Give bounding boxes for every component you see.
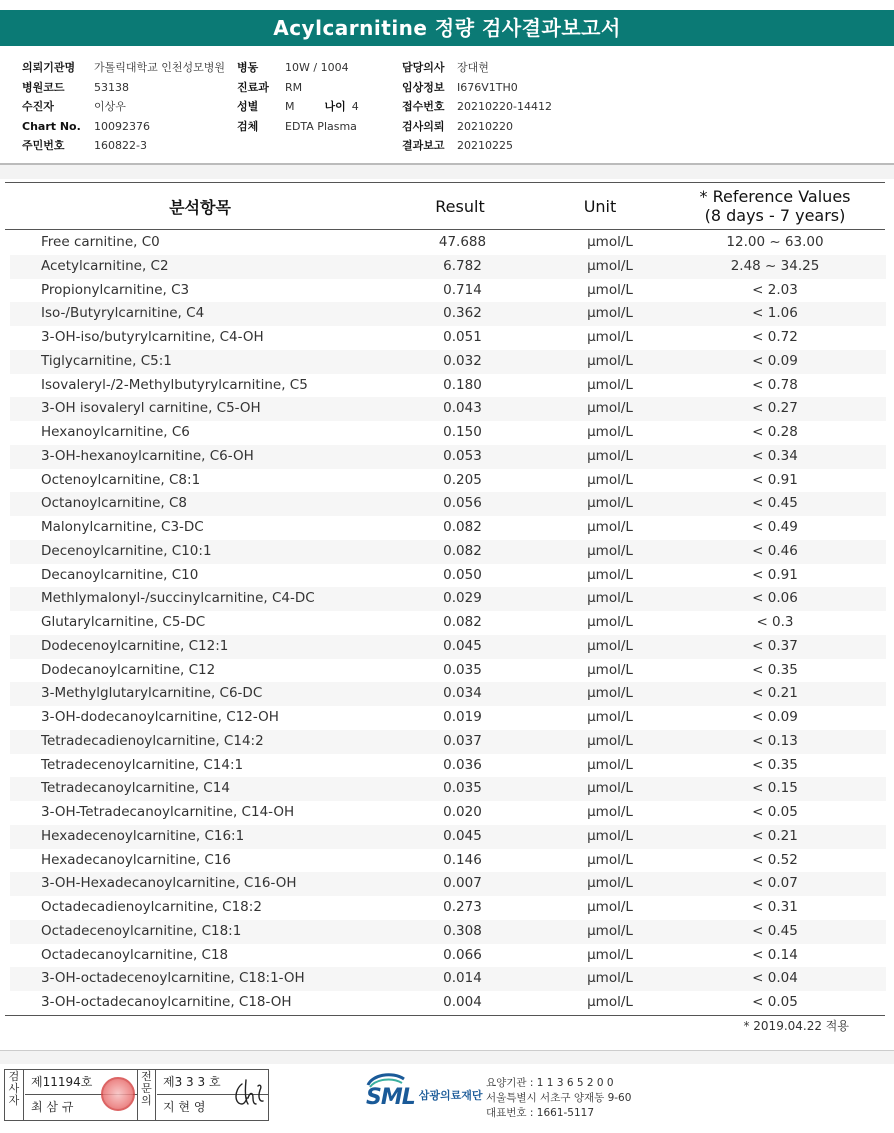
info-label: 주민번호 [22,139,65,152]
result-cell: 0.362 [443,305,482,322]
reference-cell: < 0.72 [752,329,798,345]
info-row [237,78,359,98]
table-row [10,801,886,825]
result-cell: 0.029 [443,590,482,607]
unit-cell: µmol/L [587,566,633,583]
analyte-cell: Malonylcarnitine, C3-DC [41,519,204,535]
result-cell: 0.020 [443,804,482,820]
result-cell: 0.273 [443,899,482,915]
table-row [10,754,886,778]
analyte-cell: Methlymalonyl-/succinylcarnitine, C4-DC [41,590,315,607]
reference-cell: 12.00 ~ 63.00 [726,234,824,250]
info-label: 병동 [237,61,259,74]
reference-cell: < 0.05 [752,804,798,820]
info-value: 가톨릭대학교 인천성모병원 [94,61,226,74]
info-label: Chart No. [22,119,81,133]
info-row [237,58,359,78]
analyte-cell: Tiglycarnitine, C5:1 [41,352,172,369]
result-cell: 0.066 [443,946,482,963]
analyte-cell: Decanoylcarnitine, C10 [41,566,199,583]
analyte-cell: Octadecanoylcarnitine, C18 [41,946,229,963]
analyte-cell: Octadecadienoylcarnitine, C18:2 [41,899,262,915]
reference-cell: < 0.28 [752,424,798,440]
table-row [10,920,886,944]
unit-cell: µmol/L [587,804,633,820]
result-cell: 0.037 [443,732,482,749]
result-cell: 0.014 [443,970,482,987]
table-row [10,564,886,588]
table-row [10,279,886,303]
reference-cell: < 0.06 [752,590,798,607]
unit-cell: µmol/L [587,329,633,345]
result-cell: 47.688 [438,234,487,250]
reference-cell: < 0.21 [752,685,798,702]
analyte-cell: Dodecanoylcarnitine, C12 [41,661,216,678]
result-cell: 0.051 [443,329,482,345]
info-label: 결과보고 [402,139,445,152]
reference-header-line2: (8 days - 7 years) [704,206,846,225]
table-row [10,682,886,706]
analyte-cell: 3-OH-Tetradecanoylcarnitine, C14-OH [41,804,295,820]
reference-cell: < 0.27 [752,400,798,417]
info-row [402,97,552,117]
info-value: 이상우 [94,100,126,113]
unit-cell: µmol/L [587,447,633,464]
analyte-cell: Hexanoylcarnitine, C6 [41,424,190,440]
sml-logo [366,1079,483,1110]
column-header-reference [660,183,890,229]
analyte-cell: Glutarylcarnitine, C5-DC [41,614,206,630]
unit-cell: µmol/L [587,305,633,322]
unit-cell: µmol/L [587,471,633,488]
result-cell: 0.035 [443,780,482,797]
result-cell: 0.050 [443,566,482,583]
info-row [22,97,225,117]
info-column-3 [402,58,552,156]
info-label: 검체 [237,119,259,133]
analyte-cell: 3-OH isovaleryl carnitine, C5-OH [41,400,261,417]
info-value: 10092376 [94,119,150,133]
info-row [402,117,552,137]
result-cell: 0.082 [443,614,482,630]
reference-cell: 2.48 ~ 34.25 [730,257,820,274]
tester-label: 검 사 자 [5,1070,24,1120]
unit-cell: µmol/L [587,352,633,369]
table-row [10,635,886,659]
unit-cell: µmol/L [587,376,633,393]
reference-cell: < 0.45 [752,922,798,939]
analyte-cell: 3-OH-octadecenoylcarnitine, C18:1-OH [41,970,305,987]
info-value: EDTA Plasma [285,119,357,133]
reference-cell: < 2.03 [752,281,798,298]
reference-cell: < 1.06 [752,305,798,322]
age-value: 4 [351,100,359,113]
reference-cell: < 0.05 [752,994,798,1010]
info-row [22,117,225,137]
analyte-cell: Octenoylcarnitine, C8:1 [41,471,201,488]
unit-cell: µmol/L [587,257,633,274]
result-cell: 0.180 [443,376,482,393]
table-row [10,350,886,374]
analyte-cell: Tetradecenoylcarnitine, C14:1 [41,756,244,773]
reference-cell: < 0.21 [752,827,798,844]
table-row [10,825,886,849]
table-row [10,611,886,635]
report-title: Acylcarnitine 정량 검사결과보고서 [0,10,894,46]
table-row [10,492,886,516]
result-cell: 0.150 [443,424,482,440]
table-row [10,944,886,968]
specialist-name: 지 현 영 [163,1100,206,1114]
table-bottom-rule [5,1015,885,1016]
divider-band [0,1051,894,1064]
reference-cell: < 0.35 [752,661,798,678]
analyte-cell: Tetradecadienoylcarnitine, C14:2 [41,732,264,749]
table-row [10,777,886,801]
analyte-cell: 3-OH-hexanoylcarnitine, C6-OH [41,447,254,464]
analyte-cell: Dodecenoylcarnitine, C12:1 [41,637,229,654]
result-cell: 0.045 [443,827,482,844]
lab-address-block [486,1076,631,1121]
unit-cell: µmol/L [587,637,633,654]
reference-cell: < 0.04 [752,970,798,987]
footnote: * 2019.04.22 적용 [743,1019,849,1033]
reference-cell: < 0.34 [752,447,798,464]
reference-cell: < 0.49 [752,519,798,535]
reference-cell: < 0.78 [752,376,798,393]
table-row [10,374,886,398]
result-cell: 0.036 [443,756,482,773]
info-label: 검사의뢰 [402,119,445,133]
result-cell: 0.043 [443,400,482,417]
tester-name: 최 삼 규 [31,1100,74,1114]
info-label: 성별 [237,100,259,113]
unit-cell: µmol/L [587,732,633,749]
result-cell: 0.205 [443,471,482,488]
table-row [10,896,886,920]
info-row [402,58,552,78]
result-cell: 0.082 [443,519,482,535]
reference-cell: < 0.07 [752,875,798,892]
table-row [10,540,886,564]
info-value: 장대현 [457,61,489,74]
table-row [10,659,886,683]
reference-cell: < 0.14 [752,946,798,963]
info-row [22,136,225,156]
signature-box [4,1069,269,1121]
table-row [10,991,886,1015]
info-value: 20210220-14412 [457,100,552,113]
unit-cell: µmol/L [587,875,633,892]
lab-address: 서울특별시 서초구 양재동 9-60 [486,1092,632,1104]
column-header-analyte: 분석항목 [169,197,231,217]
reference-header-line1: * Reference Values [699,187,851,206]
unit-cell: µmol/L [587,281,633,298]
result-cell: 0.082 [443,542,482,559]
reference-cell: < 0.3 [756,614,794,630]
results-table-body [10,231,886,1015]
table-row [10,967,886,991]
table-row [10,302,886,326]
result-cell: 0.045 [443,637,482,654]
unit-cell: µmol/L [587,495,633,512]
unit-cell: µmol/L [587,780,633,797]
analyte-cell: Hexadecenoylcarnitine, C16:1 [41,827,245,844]
unit-cell: µmol/L [587,400,633,417]
info-column-1 [22,58,225,156]
unit-cell: µmol/L [587,234,633,250]
result-cell: 0.007 [443,875,482,892]
table-row [10,255,886,279]
lab-phone: 대표번호 : 1661-5117 [486,1107,595,1119]
reference-cell: < 0.13 [752,732,798,749]
info-column-2 [237,58,359,136]
result-cell: 0.053 [443,447,482,464]
analyte-cell: 3-OH-dodecanoylcarnitine, C12-OH [41,709,279,725]
info-label: 의뢰기관명 [22,61,76,74]
table-row [10,587,886,611]
table-row [10,849,886,873]
unit-cell: µmol/L [587,519,633,535]
table-row [10,730,886,754]
age-label: 나이 [324,100,346,113]
reference-cell: < 0.37 [752,637,798,654]
result-cell: 0.056 [443,495,482,512]
unit-cell: µmol/L [587,899,633,915]
reference-cell: < 0.09 [752,709,798,725]
info-value: RM [285,80,303,94]
info-row [402,136,552,156]
info-row [237,117,359,137]
result-cell: 0.035 [443,661,482,678]
unit-cell: µmol/L [587,590,633,607]
unit-cell: µmol/L [587,970,633,987]
result-cell: 0.034 [443,685,482,702]
table-row [10,516,886,540]
analyte-cell: 3-OH-octadecanoylcarnitine, C18-OH [41,994,292,1010]
info-label: 진료과 [237,80,269,94]
table-row [10,231,886,255]
result-cell: 0.146 [443,851,482,868]
info-label: 임상정보 [402,80,445,94]
result-cell: 0.032 [443,352,482,369]
unit-cell: µmol/L [587,685,633,702]
column-header-unit: Unit [583,196,617,216]
analyte-cell: 3-OH-iso/butyrylcarnitine, C4-OH [41,329,264,345]
seal-stamp [101,1077,135,1111]
info-label: 담당의사 [402,61,445,74]
reference-cell: < 0.46 [752,542,798,559]
info-row [22,58,225,78]
table-row [10,445,886,469]
analyte-cell: Free carnitine, C0 [41,234,160,250]
analyte-cell: Acetylcarnitine, C2 [41,257,169,274]
info-row [402,78,552,98]
table-row [10,469,886,493]
table-row [10,326,886,350]
unit-cell: µmol/L [587,424,633,440]
analyte-cell: Decenoylcarnitine, C10:1 [41,542,212,559]
table-row [10,397,886,421]
info-value: I676V1TH0 [457,80,518,94]
analyte-cell: Propionylcarnitine, C3 [41,281,190,298]
reference-cell: < 0.35 [752,756,798,773]
analyte-cell: Hexadecanoylcarnitine, C16 [41,851,232,868]
analyte-cell: Iso-/Butyrylcarnitine, C4 [41,305,205,322]
analyte-cell: Octadecenoylcarnitine, C18:1 [41,922,242,939]
result-cell: 0.308 [443,922,482,939]
table-row [10,706,886,730]
result-cell: 6.782 [443,257,482,274]
unit-cell: µmol/L [587,994,633,1010]
result-cell: 0.714 [443,281,482,298]
tester-number: 제11194호 [25,1070,137,1095]
institution-code: 요양기관 : 1 1 3 6 5 2 0 0 [486,1077,614,1089]
analyte-cell: 3-Methylglutarylcarnitine, C6-DC [41,685,263,702]
reference-cell: < 0.15 [752,780,798,797]
analyte-cell: Isovaleryl-/2-Methylbutyrylcarnitine, C5 [41,376,308,393]
info-value: M [285,100,295,113]
divider-band [0,165,894,179]
info-value: 10W / 1004 [285,61,349,74]
info-value: 53138 [94,80,129,94]
analyte-cell: 3-OH-Hexadecanoylcarnitine, C16-OH [41,875,297,892]
analyte-cell: Tetradecanoylcarnitine, C14 [41,780,230,797]
table-header-bottom-rule [5,229,885,230]
table-row [10,421,886,445]
reference-cell: < 0.52 [752,851,798,868]
unit-cell: µmol/L [587,946,633,963]
logo-text: SML [366,1085,415,1110]
unit-cell: µmol/L [587,709,633,725]
reference-cell: < 0.45 [752,495,798,512]
reference-cell: < 0.91 [752,566,798,583]
unit-cell: µmol/L [587,851,633,868]
unit-cell: µmol/L [587,542,633,559]
table-row [10,872,886,896]
unit-cell: µmol/L [587,614,633,630]
unit-cell: µmol/L [587,922,633,939]
info-value: 20210220 [457,119,513,133]
info-value: 20210225 [457,139,513,152]
info-row [237,97,359,117]
result-cell: 0.004 [443,994,482,1010]
specialist-number: 제3 3 3 호 [157,1070,268,1095]
analyte-cell: Octanoylcarnitine, C8 [41,495,187,512]
info-label: 병원코드 [22,80,65,94]
result-cell: 0.019 [443,709,482,725]
reference-cell: < 0.09 [752,352,798,369]
info-label: 수진자 [22,100,54,113]
info-label: 접수번호 [402,100,445,113]
info-row [22,78,225,98]
reference-cell: < 0.31 [752,899,798,915]
unit-cell: µmol/L [587,661,633,678]
info-value: 160822-3 [94,139,147,152]
reference-cell: < 0.91 [752,471,798,488]
unit-cell: µmol/L [587,756,633,773]
logo-org-name: 삼광의료재단 [418,1088,483,1102]
column-header-result: Result [435,196,485,216]
unit-cell: µmol/L [587,827,633,844]
specialist-label: 전 문 의 [137,1070,156,1120]
